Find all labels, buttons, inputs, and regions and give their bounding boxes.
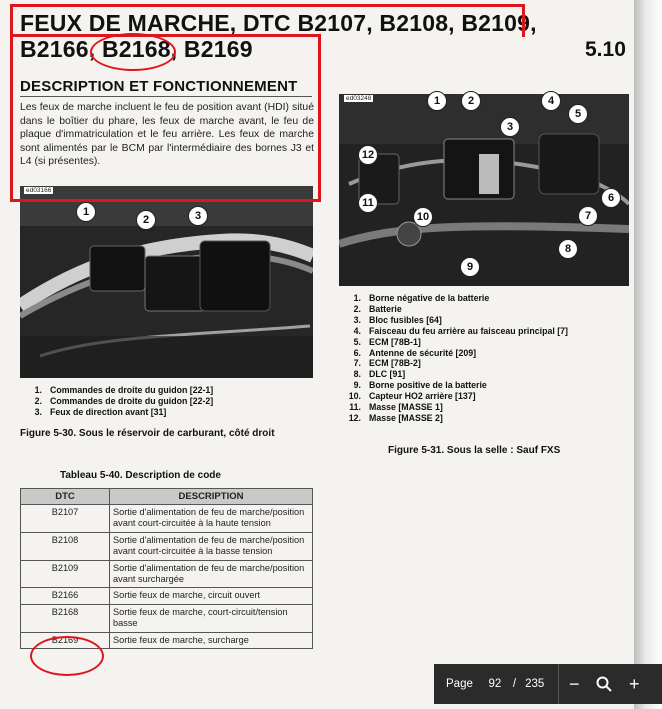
- legend-item: 12. Masse [MASSE 2]: [348, 412, 443, 423]
- figure-right-callout-9: 9: [460, 257, 480, 277]
- table-row: [21, 604, 313, 632]
- figure-right-legend: [339, 293, 568, 424]
- column-header-dtc: DTC: [21, 489, 110, 505]
- page-title: FEUX DE MARCHE, DTC B2107, B2108, B2109, B2166, B2168, B2169: [20, 10, 537, 62]
- figure-right-photo: [339, 94, 629, 286]
- legend-item: 10. Capteur HO2 arrière [137]: [348, 391, 476, 402]
- figure-right-callout-12: 12: [358, 145, 378, 165]
- table-caption: Tableau 5-40. Description de code: [60, 470, 221, 481]
- description-cell: Sortie feux de marche, surcharge: [110, 632, 313, 648]
- description-cell: Sortie d'alimentation de feu de marche/position avant surchargée: [110, 560, 313, 588]
- figure-right-callout-4: 4: [541, 91, 561, 111]
- legend-item: 3. Bloc fusibles [64]: [353, 314, 442, 325]
- dtc-cell: B2108: [21, 532, 110, 560]
- dtc-table: [20, 488, 313, 649]
- legend-item: 11. Masse [MASSE 1]: [349, 402, 443, 413]
- figure-right-callout-11: 11: [358, 193, 378, 213]
- description-cell: Sortie d'alimentation de feu de marche/position avant court-circuitée à la haute tension: [110, 505, 313, 533]
- column-header-description: DESCRIPTION: [110, 489, 313, 505]
- figure-right-callout-3: 3: [500, 117, 520, 137]
- page-navigation-toolbar: [434, 664, 662, 704]
- dtc-cell: B2107: [21, 505, 110, 533]
- figure-right-code: ed03248: [346, 95, 372, 102]
- figure-left-callout-2: 2: [136, 210, 156, 230]
- page-label: Page: [446, 678, 473, 690]
- legend-item: 5. ECM [78B-1]: [353, 336, 421, 347]
- description-paragraph: Les feux de marche incluent le feu de position avant (HDI) situé dans le boîtier du phare, les feux de marche avant, le feu de plaque d'immatriculation et le feu arrière. Les feux de marche sont alimentés par le BCM par l'intermédiaire des bornes J3 et L4 (si présentes).: [20, 102, 314, 168]
- figure-right-caption: Figure 5-31. Sous la selle : Sauf FXS: [388, 445, 561, 456]
- section-page-number: 5.10: [585, 38, 626, 61]
- zoom-magnifier-icon[interactable]: [589, 664, 619, 704]
- figure-right-callout-2: 2: [461, 91, 481, 111]
- figure-right-callout-5: 5: [568, 104, 588, 124]
- figure-right-callout-1: 1: [427, 91, 447, 111]
- dtc-cell: B2109: [21, 560, 110, 588]
- annotation-ellipse-title-b2168: [90, 33, 176, 71]
- figure-right-callout-6: 6: [601, 188, 621, 208]
- table-row: [21, 560, 313, 588]
- zoom-out-button[interactable]: −: [568, 673, 580, 694]
- page-edge-shadow: [634, 0, 662, 709]
- dtc-cell: B2166: [21, 588, 110, 604]
- annotation-ellipse-table-b2168: [30, 636, 104, 676]
- figure-left-caption: Figure 5-30. Sous le réservoir de carburant, côté droit: [20, 428, 275, 439]
- legend-item: 2. Commandes de droite du guidon [22-2]: [34, 395, 214, 406]
- section-heading: DESCRIPTION ET FONCTIONNEMENT: [20, 78, 298, 95]
- legend-item: 7. ECM [78B-2]: [353, 358, 421, 369]
- table-row: [21, 588, 313, 604]
- dtc-cell: B2169: [21, 632, 110, 648]
- legend-item: 6. Antenne de sécurité [209]: [353, 347, 477, 358]
- description-cell: Sortie feux de marche, court-circuit/tension basse: [110, 604, 313, 632]
- legend-item: 8. DLC [91]: [353, 369, 406, 380]
- legend-item: 1. Commandes de droite du guidon [22-1]: [34, 385, 214, 395]
- magnifier-icon: [595, 675, 613, 693]
- legend-item: 3. Feux de direction avant [31]: [34, 406, 167, 417]
- description-cell: Sortie feux de marche, circuit ouvert: [110, 588, 313, 604]
- figure-right-callout-7: 7: [578, 206, 598, 226]
- page-separator: /: [512, 678, 517, 690]
- table-header-row: [21, 489, 313, 505]
- figure-left-callout-1: 1: [76, 202, 96, 222]
- figure-left-callout-3: 3: [188, 206, 208, 226]
- table-row: [21, 532, 313, 560]
- figure-left-legend: [20, 385, 213, 418]
- legend-item: 9. Borne positive de la batterie: [353, 380, 487, 391]
- figure-left-code: ed03166: [26, 187, 52, 194]
- current-page-input[interactable]: 92: [488, 678, 502, 690]
- figure-left-photo: [20, 186, 313, 378]
- legend-item: 1. Borne négative de la batterie: [353, 293, 490, 303]
- description-cell: Sortie d'alimentation de feu de marche/position avant court-circuitée à la basse tension: [110, 532, 313, 560]
- legend-item: 4. Faisceau du feu arrière au faisceau principal [7]: [353, 325, 568, 336]
- table-row: [21, 505, 313, 533]
- total-pages: 235: [525, 678, 545, 690]
- annotation-box-title: [10, 4, 525, 37]
- legend-item: 2. Batterie: [353, 303, 402, 314]
- dtc-cell: B2168: [21, 604, 110, 632]
- figure-right-callout-8: 8: [558, 239, 578, 259]
- zoom-in-button[interactable]: +: [628, 673, 640, 694]
- figure-right-callout-10: 10: [413, 207, 433, 227]
